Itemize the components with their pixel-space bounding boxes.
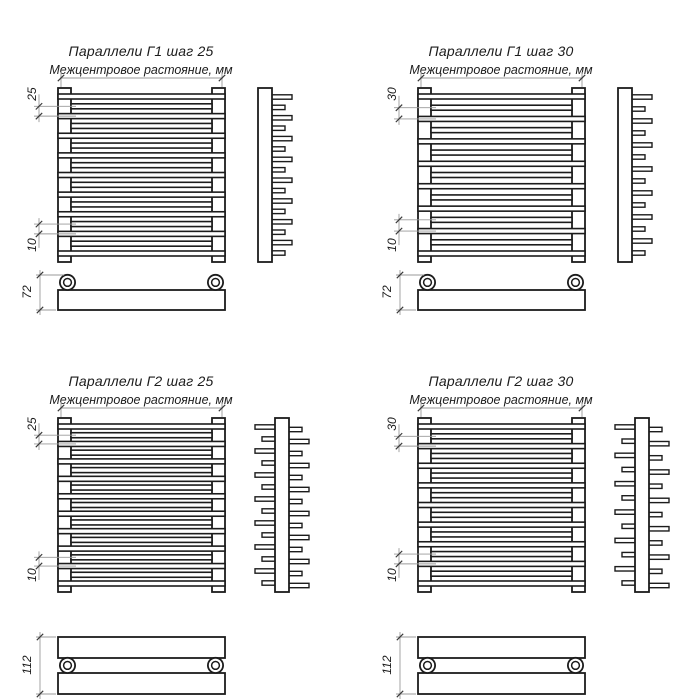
pitch-dimension-label: 25	[25, 417, 39, 431]
side-view	[615, 418, 669, 592]
unit-g2-step25	[20, 360, 360, 700]
unit-drawing-svg	[20, 360, 360, 700]
side-view	[618, 88, 652, 262]
front-view	[58, 88, 225, 262]
bottom-section-view	[418, 637, 585, 694]
unit-title: Параллели Г1 шаг 30	[428, 43, 574, 59]
unit-title: Параллели Г1 шаг 25	[68, 43, 214, 59]
front-view	[418, 418, 585, 592]
pitch-dimension-label: 30	[385, 417, 399, 431]
unit-g1-step30	[380, 30, 700, 376]
unit-subtitle: Межцентровое растояние, мм	[409, 393, 593, 407]
section-depth-label: 72	[20, 285, 34, 299]
unit-title: Параллели Г2 шаг 30	[428, 373, 574, 389]
unit-g1-step25	[20, 30, 360, 376]
unit-g2-step30	[380, 360, 700, 700]
gap-dimension-label: 10	[25, 568, 39, 582]
pitch-dimension-label: 30	[385, 87, 399, 101]
side-view	[255, 418, 309, 592]
section-depth-label: 112	[380, 655, 394, 675]
pitch-dimension-label: 25	[25, 87, 39, 101]
front-view	[418, 88, 585, 262]
unit-drawing-svg	[380, 30, 700, 376]
gap-dimension-label: 10	[25, 238, 39, 252]
unit-title: Параллели Г2 шаг 25	[68, 373, 214, 389]
front-view	[58, 418, 225, 592]
section-depth-label: 72	[380, 285, 394, 299]
bottom-section-view	[418, 275, 585, 310]
unit-subtitle: Межцентровое растояние, мм	[49, 63, 233, 77]
side-view	[258, 88, 292, 262]
bottom-section-view	[58, 275, 225, 310]
section-depth-label: 112	[20, 655, 34, 675]
unit-drawing-svg	[20, 30, 360, 376]
gap-dimension-label: 10	[385, 568, 399, 582]
gap-dimension-label: 10	[385, 238, 399, 252]
unit-subtitle: Межцентровое растояние, мм	[49, 393, 233, 407]
unit-subtitle: Межцентровое растояние, мм	[409, 63, 593, 77]
unit-drawing-svg	[380, 360, 700, 700]
bottom-section-view	[58, 637, 225, 694]
